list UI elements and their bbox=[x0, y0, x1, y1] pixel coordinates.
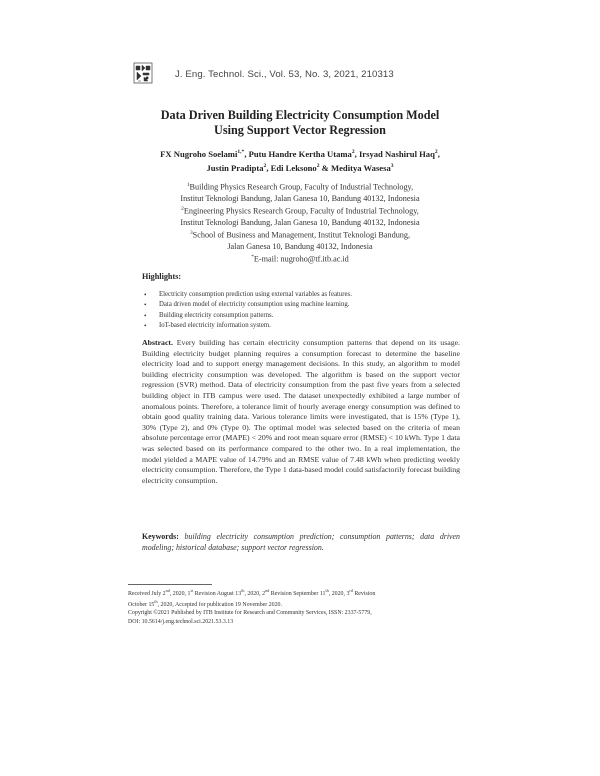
ordinal-suffix: rd bbox=[349, 588, 353, 593]
author-name: FX Nugroho Soelami bbox=[160, 148, 238, 159]
journal-reference: J. Eng. Technol. Sci., Vol. 53, No. 3, 2021, 210313 bbox=[175, 69, 394, 80]
affiliation-mark: 3 bbox=[189, 230, 193, 237]
abstract bbox=[142, 338, 460, 486]
affiliation-text: School of Business and Management, Institut Teknologi Bandung, bbox=[192, 231, 411, 241]
footnote-text: , 2020, 2 bbox=[244, 590, 266, 597]
highlights-heading: Highlights: bbox=[142, 272, 182, 281]
publication-footnote bbox=[128, 587, 473, 626]
footnote-text: Revision September 11 bbox=[269, 590, 326, 597]
footnote-text: Revision bbox=[352, 590, 376, 597]
footnote-received-line bbox=[128, 587, 473, 598]
highlight-text: IoT-based electricity information system. bbox=[159, 322, 271, 330]
journal-logo-icon bbox=[133, 62, 153, 84]
footnote-text: Received July 2 bbox=[128, 590, 166, 597]
footnote-doi[interactable]: DOI: 10.5614/j.eng.technol.sci.2021.53.3.13 bbox=[128, 618, 234, 625]
author-affiliation-mark: 2 bbox=[351, 149, 355, 155]
keywords-text: building electricity consumption prediction; consumption patterns; data driven modeling; historical database; support vector regression. bbox=[142, 532, 460, 552]
highlight-item bbox=[142, 300, 352, 310]
footnote-copyright: Copyright ©2021 Published by ITB Institute for Research and Community Services, ISSN: 2337-5779, bbox=[128, 610, 372, 617]
highlight-text: Building electricity consumption patterns. bbox=[159, 311, 274, 319]
ordinal-suffix: nd bbox=[265, 588, 270, 593]
footnote-text: , 2020, Accepted for publication 19 November 2020. bbox=[157, 602, 282, 609]
highlight-item bbox=[142, 321, 352, 331]
bullet-icon: • bbox=[144, 311, 147, 320]
highlight-text: Data driven model of electricity consumption using machine learning. bbox=[159, 301, 350, 309]
footnote-text: Revision August 13 bbox=[193, 590, 242, 597]
author-affiliation-mark: 3 bbox=[390, 163, 394, 170]
highlight-item bbox=[142, 290, 352, 300]
author-name: Edi Leksono bbox=[270, 163, 317, 174]
affiliation-3-line-2: Jalan Ganesa 10, Bandung 40132, Indonesia bbox=[227, 242, 373, 252]
affiliations bbox=[110, 180, 490, 265]
ordinal-suffix: th bbox=[241, 588, 245, 593]
author-separator: , bbox=[266, 163, 271, 174]
abstract-body: Every building has certain electricity consumption patterns that depend on its usage. Building electricity budget planning requires a consumption forecast to determine the baseline electricity load and to support energy management decisions. In this study, an algorithm to model building electricity consumption was developed. The algorithm is based on the support vector regression (SVR) method. Data of electricity consumption from the past five years from a selected building object in ITB campus were used. The dataset unexpectedly exhibited a large number of anomalous points. Therefore, a tolerance limit of hourly average energy consumption was defined to obtain good quality training data. Various tolerance limits were investigated, that is 15% (Type 1), 30% (Type 2), and 0% (Type 0). The optimal model was selected based on the criteria of mean absolute percentage error (MAPE) < 20% and root mean square error (RMSE) < 10 kWh. Type 1 data was selected based on its performance compared to the other two. In a real implementation, the model yielded a MAPE value of 14.79% and an RMSE value of 7.48 kWh when predicting weekly electricity consumption. Therefore, the Type 1 data-based model could satisfactorily forecast building electricity consumption. bbox=[142, 338, 461, 485]
affiliation-mark: 2 bbox=[181, 206, 184, 213]
paper-title bbox=[100, 108, 500, 138]
author-separator: , bbox=[354, 148, 359, 159]
footnote-text: , 2020, 1 bbox=[169, 590, 191, 597]
author-affiliation-mark: 2 bbox=[316, 163, 320, 170]
highlights-list bbox=[142, 290, 352, 332]
affiliation-2-line-1 bbox=[110, 204, 490, 217]
ordinal-suffix: nd bbox=[165, 588, 170, 593]
author-conjunction: & bbox=[319, 163, 331, 174]
footnote-text: , 2020, 3 bbox=[328, 590, 350, 597]
ordinal-suffix: th bbox=[325, 588, 329, 593]
ordinal-suffix: st bbox=[190, 588, 194, 593]
author-affiliation-mark: 2 bbox=[434, 149, 438, 155]
author-name: Meditya Wasesa bbox=[330, 163, 391, 174]
author-separator: , bbox=[244, 148, 249, 159]
affiliation-1-line-1 bbox=[110, 180, 490, 193]
footnote-divider bbox=[128, 584, 212, 585]
author-separator: , bbox=[437, 148, 440, 159]
affiliation-mark: 1 bbox=[186, 182, 190, 188]
affiliation-text: Engineering Physics Research Group, Faculty of Industrial Technology, bbox=[183, 206, 419, 216]
bullet-icon: • bbox=[144, 322, 147, 331]
author-name: Irsyad Nashirul Haq bbox=[358, 148, 435, 159]
title-line-1: Data Driven Building Electricity Consumption Model bbox=[160, 108, 440, 122]
author-line-2 bbox=[100, 160, 500, 174]
keywords bbox=[142, 531, 460, 553]
footnote-text: October 15 bbox=[128, 602, 155, 609]
author-list bbox=[100, 146, 500, 175]
affiliation-2-line-2: Institut Teknologi Bandung, Jalan Ganesa 10, Bandung 40132, Indonesia bbox=[180, 218, 420, 228]
email-text[interactable]: E-mail: nugroho@tf.itb.ac.id bbox=[253, 255, 349, 265]
affiliation-1-line-2: Institut Teknologi Bandung, Jalan Ganesa 10, Bandung 40132, Indonesia bbox=[180, 193, 420, 203]
affiliation-text: Building Physics Research Group, Faculty of Industrial Technology, bbox=[189, 182, 414, 192]
author-affiliation-mark: 1,* bbox=[237, 149, 245, 155]
bullet-icon: • bbox=[144, 291, 147, 299]
bullet-icon: • bbox=[144, 301, 147, 310]
affiliation-3-line-1 bbox=[110, 228, 490, 241]
corresponding-mark: * bbox=[251, 254, 254, 261]
author-line-1 bbox=[100, 146, 500, 160]
corresponding-email[interactable] bbox=[110, 252, 490, 265]
highlight-text: Electricity consumption prediction using external variables as features. bbox=[159, 291, 352, 298]
author-name: Putu Handre Kertha Utama bbox=[248, 148, 352, 159]
footnote-accepted-line bbox=[128, 598, 473, 609]
highlight-item bbox=[142, 311, 352, 321]
title-line-2: Using Support Vector Regression bbox=[214, 123, 386, 137]
author-name: Justin Pradipta bbox=[206, 163, 264, 174]
ordinal-suffix: th bbox=[154, 599, 158, 605]
abstract-label: Abstract. bbox=[142, 338, 173, 347]
author-affiliation-mark: 2 bbox=[263, 163, 267, 170]
keywords-label: Keywords: bbox=[142, 532, 179, 541]
